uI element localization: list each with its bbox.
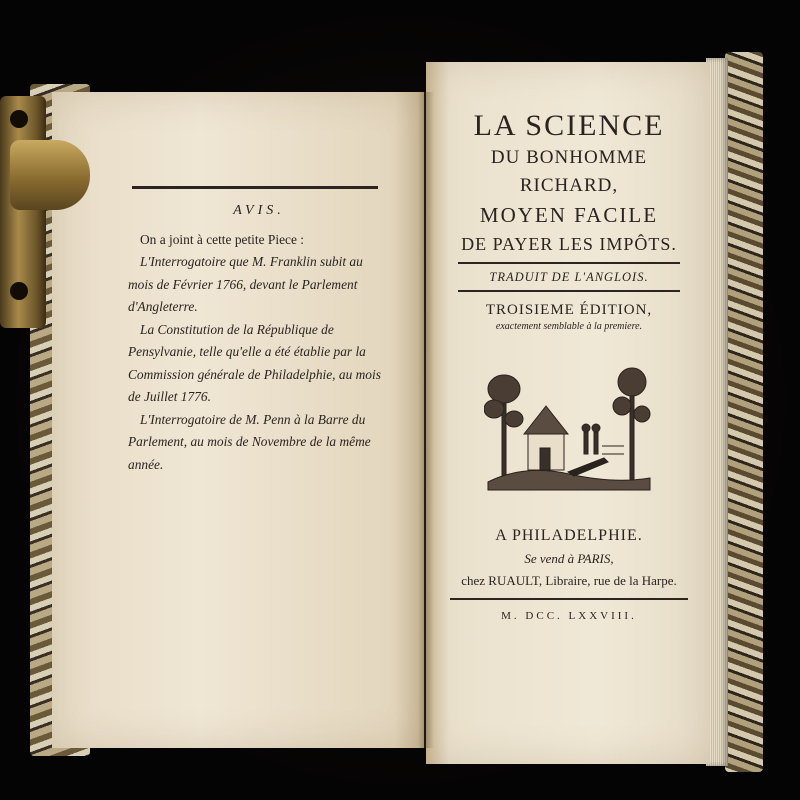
figure [594,432,598,454]
avis-paragraph: On a joint à cette petite Piece : [140,231,304,247]
title-line: MOYEN FACILE [479,203,659,227]
imprint-publisher: chez RUAULT, Libraire, rue de la Harpe. [461,573,677,588]
imprint-place: A PHILADELPHIE. [495,527,643,544]
imprint-sold-at [444,548,694,570]
title-line: DE PAYER LES IMPÔTS. [461,234,677,254]
avis-paragraph: L'Interrogatoire de M. Penn à la Barre du Parlement, au mois de Novembre de la même année. [128,411,371,472]
avis-paragraph: L'Interrogatoire que M. Franklin subit au mois de Février 1766, devant le Parlement d'Angleterre. [128,254,363,314]
divider-rule [450,598,688,600]
tree-foliage [484,400,504,418]
divider-rule [458,262,680,264]
house-door [540,448,550,470]
avis-paragraph: La Constitution de la République de Pensylvanie, telle qu'elle a été établie par la Commission générale de Philadelphie, au mois de Juillet 1776. [128,321,381,404]
divider-rule [458,290,680,292]
tree-foliage [634,406,650,422]
top-rule [132,186,378,189]
sold-at-text: Se vend à PARIS, [524,551,614,566]
title-line: DU BONHOMME RICHARD, [490,147,648,196]
house-roof [524,406,568,434]
translated-note: TRADUIT DE L'ANGLOIS. [489,270,649,284]
steps [568,458,608,476]
tree-foliage [613,397,631,415]
edition-note: exactement semblable à la premiere. [495,321,643,332]
woodcut-vignette-icon [484,364,654,494]
imprint-date: M. DCC. LXXVIII. [501,610,637,622]
clasp-hole [10,282,28,300]
figure-head [582,424,590,432]
figure [584,432,588,454]
title-page [444,108,694,622]
clasp-hole [10,110,28,128]
brass-clasp [0,96,92,328]
tree-foliage [488,375,520,403]
clasp-hook [10,140,90,210]
ground [488,470,650,490]
figure-head [592,424,600,432]
book-cover-right [725,52,763,772]
edition-label: TROISIEME ÉDITION, [485,302,653,318]
book-gutter [418,92,434,748]
avis-heading: AVIS. [233,203,285,218]
title-line: LA SCIENCE [473,109,665,142]
tree-foliage [505,411,523,427]
avis-notice [128,200,390,476]
tree-foliage [618,368,646,396]
